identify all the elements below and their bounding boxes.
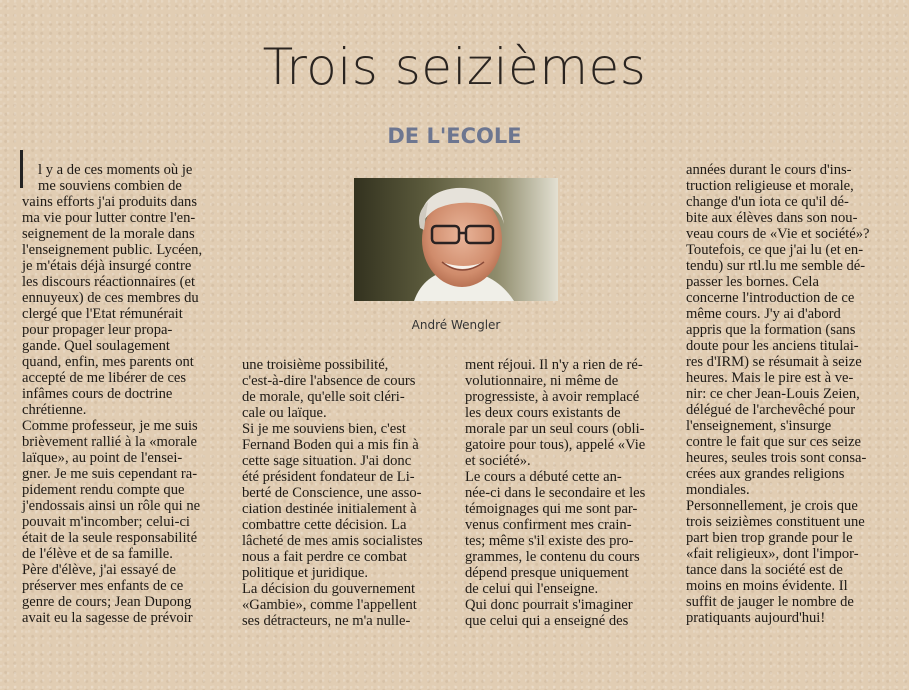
text-line: clergé que l'Etat rémunérait: [22, 306, 183, 322]
text-line: pouvait m'incomber; celui-ci: [22, 514, 190, 530]
text-line: Qui donc pourrait s'imaginer: [465, 597, 633, 613]
text-line: de morale, qu'elle soit cléri-: [242, 389, 405, 405]
text-line: et société».: [465, 453, 531, 469]
text-line: cale ou laïque.: [242, 405, 327, 421]
text-line: berté de Conscience, une asso-: [242, 485, 422, 501]
text-line: l'enseignement, s'insurge: [686, 418, 832, 434]
text-line: politique et juridique.: [242, 565, 369, 581]
text-line: vains efforts j'ai produits dans: [22, 194, 198, 210]
section-heading: DE L'ECOLE: [387, 124, 522, 148]
text-line: suffit de jauger le nombre de: [686, 594, 854, 610]
text-line: que celui qui a enseigné des: [465, 613, 629, 629]
text-line: été président fondateur de Li-: [242, 469, 415, 485]
text-line: genre de cours; Jean Dupong: [22, 594, 192, 610]
article-title: Trois seizièmes: [262, 38, 647, 96]
text-line: les discours réactionnaires (et: [22, 274, 196, 290]
text-line: mondiales.: [686, 482, 750, 498]
text-line: gner. Je me suis cependant ra-: [22, 466, 198, 482]
author-photo: [354, 178, 558, 301]
text-column-4: [686, 162, 896, 626]
text-line: grammes, le contenu du cours: [465, 549, 640, 565]
text-line: préserver mes enfants de ce: [22, 578, 184, 594]
text-line: Toutefois, ce que j'ai lu (et en-: [686, 242, 864, 258]
text-line: Fernand Boden qui a mis fin à: [242, 437, 419, 453]
text-line: gatoire pour tous), appelé «Vie: [465, 437, 646, 453]
text-line: témoignages qui me sont par-: [465, 501, 638, 517]
text-line: moins en moins évidente. Il: [686, 578, 848, 594]
text-line: c'est-à-dire l'absence de cours: [242, 373, 416, 389]
text-line: venus confirment mes crain-: [465, 517, 632, 533]
text-line: heures, seules trois sont consa-: [686, 450, 867, 466]
text-line: dépend presque uniquement: [465, 565, 629, 581]
text-line: laïque», au point de l'ensei-: [22, 450, 183, 466]
text-line: l'enseignement public. Lycéen,: [22, 242, 203, 258]
text-line: les deux cours existants de: [465, 405, 621, 421]
text-line: délégué de l'archevêché pour: [686, 402, 856, 418]
text-line: quand, enfin, mes parents ont: [22, 354, 194, 370]
text-line: ciation destinée initialement à: [242, 501, 417, 517]
text-line: «fait religieux», dont l'impor-: [686, 546, 859, 562]
text-line: même cours. J'y ai d'abord: [686, 306, 841, 322]
text-line: infâmes cours de doctrine: [22, 386, 173, 402]
text-line: accepté de me libérer de ces: [22, 370, 187, 386]
text-line: née-ci dans le secondaire et les: [465, 485, 646, 501]
text-line: contre le fait que sur ces seize: [686, 434, 862, 450]
text-column-2: [242, 357, 448, 629]
text-line: veau cours de «Vie et société»?: [686, 226, 870, 242]
text-line: part bien trop grande pour le: [686, 530, 853, 546]
author-portrait-image: [354, 178, 558, 301]
text-line: tendu) sur rtl.lu me semble dé-: [686, 258, 866, 274]
text-line: pour propager leur propa-: [22, 322, 173, 338]
text-line: «Gambie», comme l'appellent: [242, 597, 417, 613]
text-line: doute pour les anciens titulai-: [686, 338, 859, 354]
text-line: Le cours a débuté cette an-: [465, 469, 622, 485]
text-line: de celui qui l'enseigne.: [465, 581, 599, 597]
text-line: bite aux élèves dans son nou-: [686, 210, 858, 226]
text-line: ma vie pour lutter contre l'en-: [22, 210, 196, 226]
text-line: Personnellement, je crois que: [686, 498, 858, 514]
text-line: pidement rendu compte que: [22, 482, 185, 498]
text-line: ennuyeux) de ces membres du: [22, 290, 199, 306]
text-line: chrétienne.: [22, 402, 87, 418]
text-line: était de la seule responsabilité: [22, 530, 198, 546]
text-column-3: [465, 357, 671, 629]
text-line: morale par un seul cours (obli-: [465, 421, 645, 437]
text-line: Père d'élève, j'ai essayé de: [22, 562, 176, 578]
text-line: me souviens combien de: [38, 178, 182, 194]
text-line: seignement de la morale dans: [22, 226, 195, 242]
text-line: cette sage situation. J'ai donc: [242, 453, 412, 469]
text-line: avait eu la sagesse de prévoir: [22, 610, 193, 626]
text-line: l y a de ces moments où je: [38, 162, 193, 178]
text-line: une troisième possibilité,: [242, 357, 389, 373]
text-line: brièvement rallié à la «morale: [22, 434, 198, 450]
text-line: j'endossais ainsi un rôle qui ne: [22, 498, 201, 514]
text-column-1: [22, 162, 228, 626]
text-line: volutionnaire, ni même de: [465, 373, 619, 389]
text-line: heures. Mais le pire est à ve-: [686, 370, 854, 386]
text-line: nous a fait perdre ce combat: [242, 549, 407, 565]
text-line: Si je me souviens bien, c'est: [242, 421, 406, 437]
text-line: ses détracteurs, ne m'a nulle-: [242, 613, 411, 629]
text-line: nir: ce cher Jean-Louis Zeien,: [686, 386, 860, 402]
text-line: appris que la formation (sans: [686, 322, 856, 338]
photo-caption: André Wengler: [411, 318, 501, 332]
text-line: gande. Quel soulagement: [22, 338, 170, 354]
text-line: res d'IRM) se résumait à seize: [686, 354, 862, 370]
text-line: crées aux grandes religions: [686, 466, 845, 482]
text-line: trois seizièmes constituent une: [686, 514, 865, 530]
text-line: progressiste, à avoir remplacé: [465, 389, 640, 405]
text-line: combattre cette décision. La: [242, 517, 407, 533]
text-line: La décision du gouvernement: [242, 581, 416, 597]
text-line: passer les bornes. Cela: [686, 274, 819, 290]
text-line: pratiquants aujourd'hui!: [686, 610, 826, 626]
text-line: lâcheté de mes amis socialistes: [242, 533, 423, 549]
text-line: je m'étais déjà insurgé contre: [22, 258, 192, 274]
text-line: de l'élève et de sa famille.: [22, 546, 173, 562]
text-line: tes; même s'il existe des pro-: [465, 533, 634, 549]
text-line: tance dans la société est de: [686, 562, 843, 578]
text-line: ment réjoui. Il n'y a rien de ré-: [465, 357, 643, 373]
text-line: Comme professeur, je me suis: [22, 418, 198, 434]
text-line: concerne l'introduction de ce: [686, 290, 855, 306]
text-line: années durant le cours d'ins-: [686, 162, 852, 178]
text-line: change d'un iota ce qu'il dé-: [686, 194, 849, 210]
text-line: truction religieuse et morale,: [686, 178, 854, 194]
